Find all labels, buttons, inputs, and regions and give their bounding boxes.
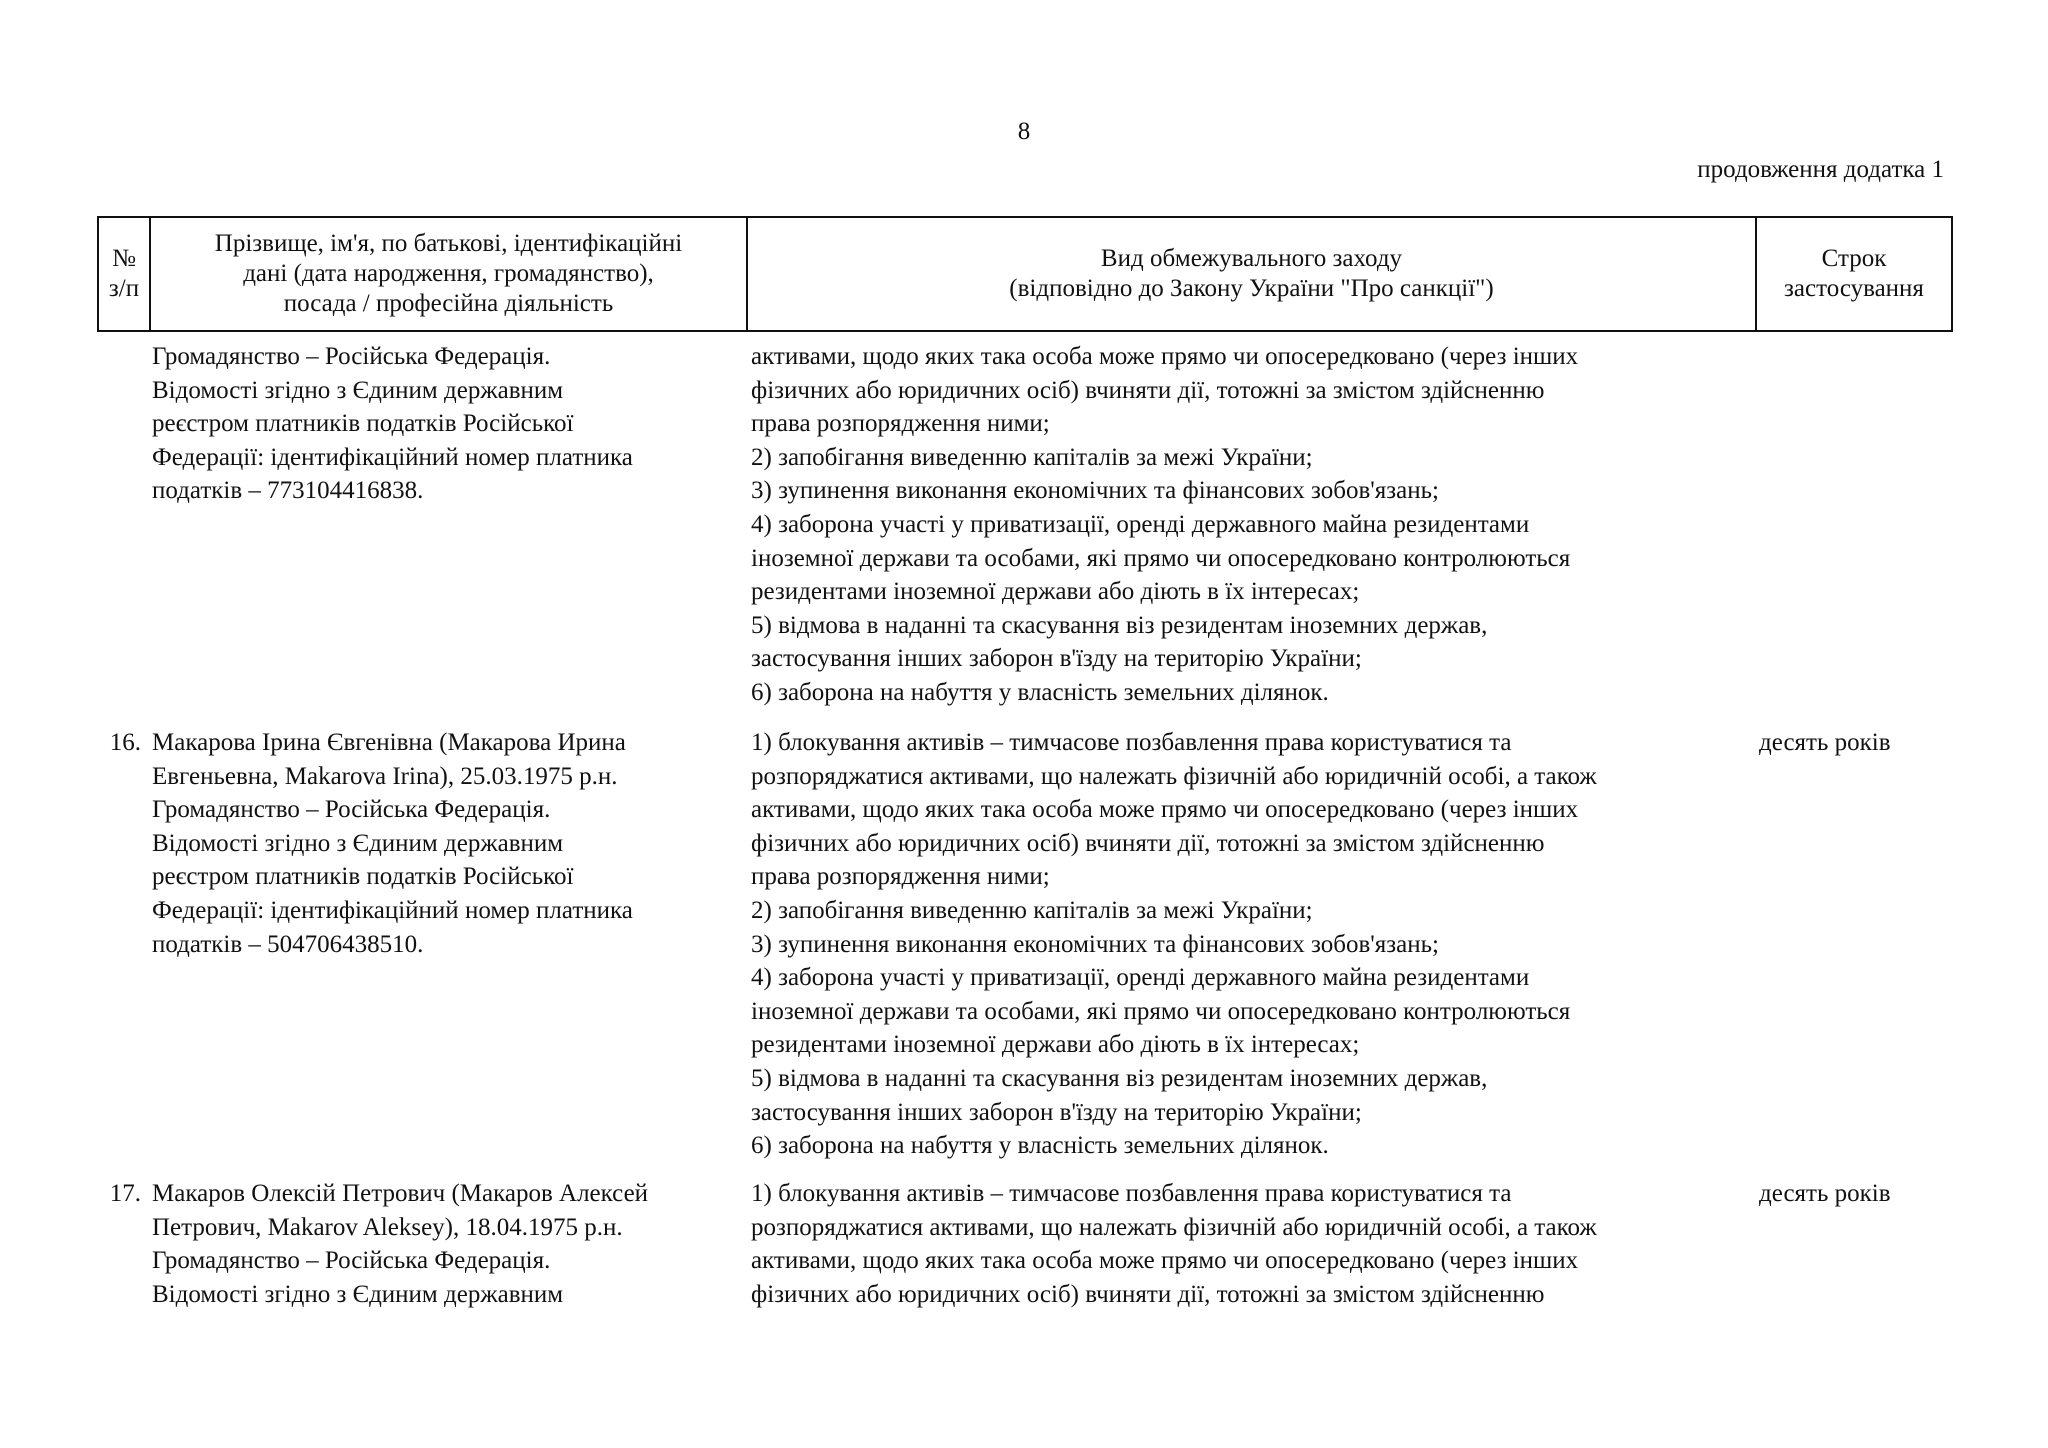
row-number: 17. — [109, 1180, 141, 1207]
text-line: резидентами іноземної держави або діють в їх інтересах; — [751, 578, 1360, 606]
text-line: Відомості згідно з Єдиним державним — [152, 1280, 564, 1308]
text-line: Відомості згідно з Єдиним державним — [152, 376, 564, 404]
text-line: 6) заборона на набуття у власність земельних ділянок. — [751, 678, 1329, 706]
header-line: застосування — [1784, 275, 1924, 302]
row-person-data — [152, 1177, 742, 1311]
header-line: Прізвище, ім'я, по батькові, ідентифікаційні — [214, 230, 683, 257]
text-line: фізичних або юридичних осіб) вчиняти дії, тотожні за змістом здійсненню — [751, 376, 1545, 404]
text-line: Відомості згідно з Єдиним державним — [152, 829, 564, 857]
text-line: іноземної держави та особами, які прямо чи опосередковано контролюються — [751, 544, 1571, 572]
header-line: з/п — [108, 275, 140, 302]
text-line: 1) блокування активів – тимчасове позбавлення права користуватися та — [751, 1180, 1512, 1207]
text-line: 5) відмова в наданні та скасування віз резидентам іноземних держав, — [751, 1064, 1488, 1092]
header-line: (відповідно до Закону України "Про санкції") — [1009, 275, 1494, 302]
row-restrictive-measure — [751, 726, 1751, 1163]
row-restrictive-measure — [751, 1177, 1751, 1311]
header-number — [99, 218, 149, 330]
text-line: Громадянство – Російська Федерація. — [152, 343, 551, 370]
text-line: права розпорядження ними; — [751, 863, 1050, 891]
row-person-data — [152, 340, 742, 508]
header-term — [1755, 218, 1951, 330]
text-line: 2) запобігання виведенню капіталів за межі України; — [751, 443, 1313, 471]
row-term: десять років — [1759, 729, 1891, 756]
text-line: Громадянство – Російська Федерація. — [152, 1247, 551, 1275]
text-line: реєстром платників податків Російської — [152, 863, 574, 891]
row-number: 16. — [109, 729, 141, 756]
row-restrictive-measure — [751, 340, 1751, 710]
header-line: посада / професійна діяльність — [283, 290, 614, 317]
text-line: Федерації: ідентифікаційний номер платника — [152, 896, 633, 924]
text-line: податків – 504706438510. — [152, 930, 424, 958]
text-line: активами, щодо яких така особа може прямо чи опосередковано (через інших — [751, 343, 1579, 370]
text-line: іноземної держави та особами, які прямо чи опосередковано контролюються — [751, 997, 1571, 1025]
text-line: 4) заборона участі у приватизації, оренді державного майна резидентами — [751, 964, 1530, 992]
header-restrictive-measure — [746, 218, 1755, 330]
text-line: застосування інших заборон в'їзду на територію України; — [751, 1098, 1362, 1126]
table-header — [97, 216, 1953, 332]
text-line: права розпорядження ними; — [751, 410, 1050, 438]
text-line: Громадянство – Російська Федерація. — [152, 796, 551, 824]
text-line: 2) запобігання виведенню капіталів за межі України; — [751, 896, 1313, 924]
text-line: 4) заборона участі у приватизації, оренді державного майна резидентами — [751, 510, 1530, 538]
text-line: фізичних або юридичних осіб) вчиняти дії, тотожні за змістом здійсненню — [751, 1280, 1545, 1308]
header-line: Вид обмежувального заходу — [1100, 245, 1403, 272]
text-line: застосування інших заборон в'їзду на територію України; — [751, 645, 1362, 673]
annex-continuation-note: продовження додатка 1 — [1697, 156, 1944, 183]
header-line: Строк — [1821, 245, 1887, 272]
text-line: реєстром платників податків Російської — [152, 410, 574, 438]
text-line: фізичних або юридичних осіб) вчиняти дії, тотожні за змістом здійсненню — [751, 829, 1545, 857]
text-line: розпоряджатися активами, що належать фізичній або юридичній особі, а також — [751, 1213, 1597, 1241]
text-line: Федерації: ідентифікаційний номер платника — [152, 443, 633, 471]
text-line: Макаров Олексій Петрович (Макаров Алексей — [152, 1180, 649, 1207]
text-line: 3) зупинення виконання економічних та фінансових зобов'язань; — [751, 930, 1439, 958]
text-line: податків – 773104416838. — [152, 477, 424, 505]
text-line: Макарова Ірина Євгенівна (Макарова Ирина — [152, 729, 626, 756]
text-line: активами, щодо яких така особа може прямо чи опосередковано (через інших — [751, 1247, 1579, 1275]
header-line: дані (дата народження, громадянство), — [243, 260, 654, 287]
text-line: 1) блокування активів – тимчасове позбавлення права користуватися та — [751, 729, 1512, 756]
text-line: розпоряджатися активами, що належать фізичній або юридичній особі, а також — [751, 762, 1597, 790]
text-line: активами, щодо яких така особа може прямо чи опосередковано (через інших — [751, 796, 1579, 824]
text-line: резидентами іноземної держави або діють в їх інтересах; — [751, 1031, 1360, 1059]
header-line: № — [112, 245, 136, 272]
text-line: 6) заборона на набуття у власність земельних ділянок. — [751, 1132, 1329, 1160]
header-person-data — [149, 218, 746, 330]
row-person-data — [152, 726, 742, 961]
text-line: 5) відмова в наданні та скасування віз резидентам іноземних держав, — [751, 611, 1488, 639]
text-line: 3) зупинення виконання економічних та фінансових зобов'язань; — [751, 477, 1439, 505]
text-line: Петрович, Makarov Aleksey), 18.04.1975 р.н. — [152, 1213, 623, 1241]
row-term: десять років — [1759, 1180, 1891, 1207]
text-line: Евгеньевна, Makarova Irina), 25.03.1975 р.н. — [152, 762, 618, 790]
page-number: 8 — [1017, 118, 1031, 145]
